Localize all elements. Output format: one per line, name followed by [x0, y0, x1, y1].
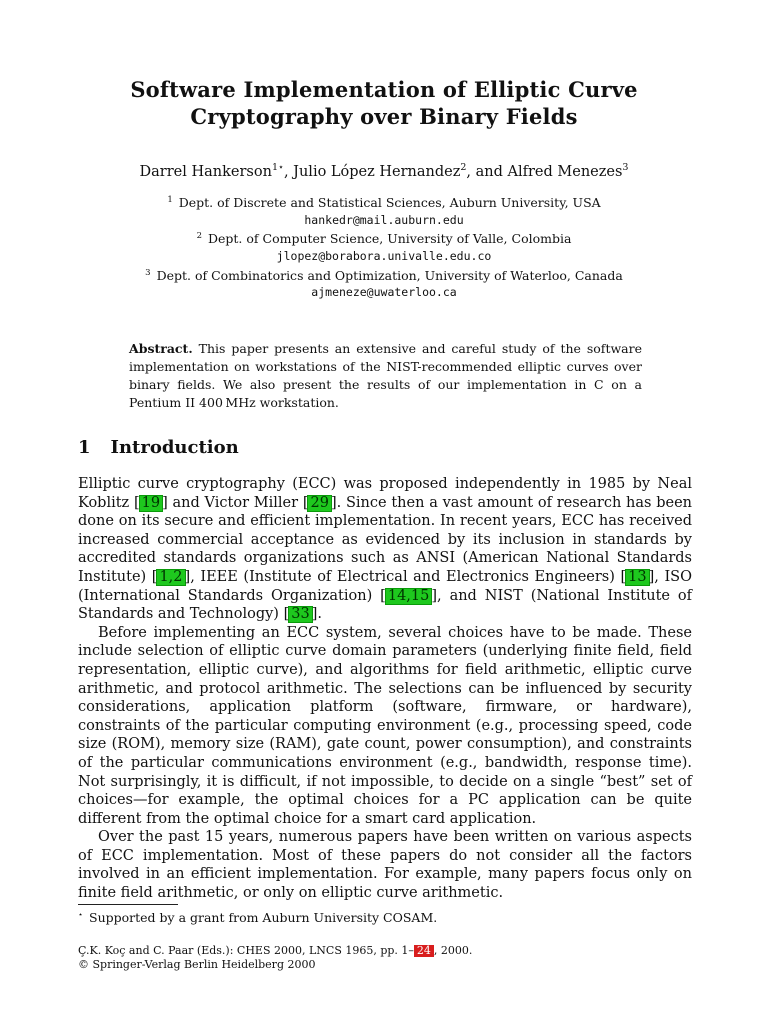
- footnote: [78, 907, 437, 926]
- author-1: Darrel Hankerson: [139, 163, 272, 180]
- footnote-mark: ⋆: [78, 910, 84, 919]
- affiliation-1-dept: Dept. of Discrete and Statistical Sciences, Auburn University, USA: [178, 195, 601, 211]
- email-1[interactable]: hankedr@mail.auburn.edu: [304, 212, 464, 227]
- affiliation-2: [0, 228, 768, 248]
- footnote-rule: [78, 904, 178, 905]
- affiliation-3-dept: Dept. of Combinatorics and Optimization, University of Waterloo, Canada: [156, 267, 623, 283]
- title-line-1: Software Implementation of Elliptic Curve: [130, 77, 638, 102]
- footnote-text: Supported by a grant from Auburn University COSAM.: [89, 910, 438, 926]
- page-range-link[interactable]: 24: [414, 945, 434, 957]
- section-title: Introduction: [110, 437, 239, 458]
- affiliation-2-dept: Dept. of Computer Science, University of Valle, Colombia: [207, 231, 572, 247]
- abstract-label: Abstract.: [129, 341, 193, 356]
- citation-link[interactable]: 1,2: [159, 568, 183, 585]
- affiliation-2-mark: 2: [196, 231, 202, 242]
- body-text: [78, 475, 692, 903]
- section-heading: [78, 436, 239, 460]
- pubinfo-text: Ç.K. Koç and C. Paar (Eds.): CHES 2000, LNCS 1965, pp. 1–: [78, 944, 414, 957]
- email-3[interactable]: ajmeneze@uwaterloo.ca: [311, 285, 457, 300]
- affiliation-1-mark: 1: [167, 195, 173, 205]
- author-3-mark: 3: [622, 162, 629, 173]
- citation-link[interactable]: 13: [628, 568, 647, 585]
- para1-text-2: and Victor Miller: [167, 494, 303, 511]
- email-2[interactable]: jlopez@borabora.univalle.edu.co: [276, 249, 492, 264]
- para1-text-5: , ISO (International Standards Organization): [78, 568, 692, 604]
- title-line-2: Cryptography over Binary Fields: [190, 104, 578, 129]
- affiliation-1: [0, 192, 768, 212]
- author-2: , Julio López Hernandez: [283, 163, 461, 180]
- author-2-mark: 2: [460, 162, 467, 173]
- author-1-marks: 1⋆: [271, 162, 284, 173]
- abstract: [129, 340, 642, 412]
- section-number: 1: [78, 437, 91, 458]
- affiliation-3-mark: 3: [145, 267, 151, 278]
- author-list: [0, 158, 768, 182]
- paper-title: [0, 76, 768, 130]
- paragraph-3: Over the past 15 years, numerous papers have been written on various aspects of ECC implementation. Most of these papers do not consider all the factors involved in an efficient implementation. For example, many papers focus only on finite field arithmetic, or only on elliptic curve arithmetic.: [78, 829, 692, 902]
- copyright-line: © Springer-Verlag Berlin Heidelberg 2000: [78, 958, 316, 971]
- publication-info: [78, 944, 472, 972]
- para1-text-6: , and NIST (National Institute of Standards and Technology): [78, 587, 692, 623]
- para1-text-7: .: [317, 606, 322, 623]
- citation-link[interactable]: 19: [141, 494, 161, 511]
- citation-link[interactable]: 14,15: [387, 587, 430, 604]
- para1-text-3: . Since then a vast amount of research has been done on its secure and efficient implementation. In recent years, ECC has received increased commercial acceptance as evidenced by its inclusion in standards by accredited standards organizations such as ANSI (American National Standards Institute): [78, 494, 693, 585]
- citation-link[interactable]: 29: [310, 494, 329, 511]
- abstract-text: This paper presents an extensive and careful study of the software implementation on workstations of the NIST-recommended elliptic curves over binary fields. We also present the results of our implementation in C on a Pentium II 400 MHz workstation.: [129, 341, 642, 410]
- pubinfo-year: , 2000.: [433, 944, 473, 957]
- affiliations: [0, 192, 768, 301]
- para1-text-4: , IEEE (Institute of Electrical and Electronics Engineers): [190, 568, 621, 585]
- paragraph-1: Elliptic curve cryptography (ECC) was proposed independently in 1985 by Neal Koblitz [ 19 ] and Victor Miller [ 29 ]. Since then a vast amount of research has been done on its secure and efficient implementation. In recent years, ECC has received increased commercial acceptance as evidenced by its inclusion in standards by accredited standards organizations such as ANSI (American National Standards Institute) [ 1,2 ], IEEE (Institute of Electrical and Electronics Engineers) [ 13 ], ISO (International Standards Organization) [ 14,15 ], and NIST (National Institute of Standards and Technology) [ 33 ].: [78, 476, 693, 623]
- pubinfo-line-1: [78, 944, 472, 958]
- author-3: , and Alfred Menezes: [466, 163, 623, 180]
- paragraph-2: Before implementing an ECC system, several choices have to be made. These include selection of elliptic curve domain parameters (underlying finite field, field representation, elliptic curve), and algorithms for field arithmetic, elliptic curve arithmetic, and protocol arithmetic. The selections can be influenced by security considerations, application platform (software, firmware, or hardware), constraints of the particular computing environment (e.g., processing speed, code size (ROM), memory size (RAM), gate count, power consumption), and constraints of the particular communications environment (e.g., bandwidth, response time). Not surprisingly, it is difficult, if not impossible, to decide on a single “best” set of choices—for example, the optimal choices for a PC application can be quite different from the optimal choice for a smart card application.: [78, 624, 692, 827]
- affiliation-3: [0, 265, 768, 285]
- para1-text-1: Elliptic curve cryptography (ECC) was proposed independently in 1985 by Neal Koblitz: [78, 476, 692, 511]
- citation-link[interactable]: 33: [291, 606, 310, 623]
